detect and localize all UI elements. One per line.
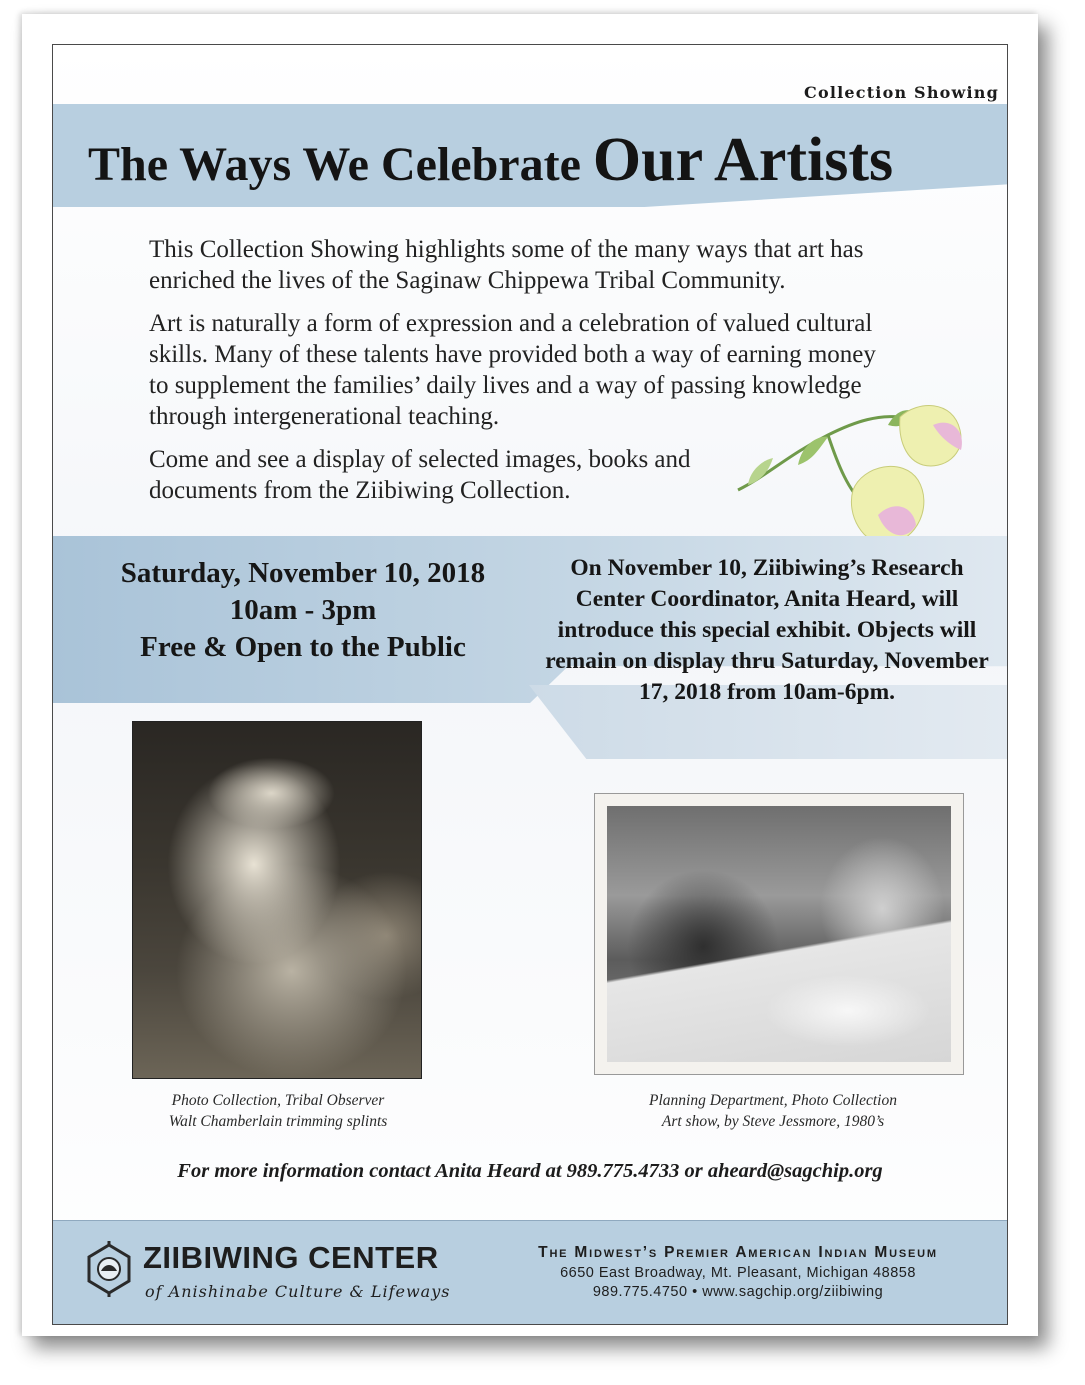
org-subtitle: of Anishinabe Culture & Lifeways (145, 1282, 451, 1301)
photo-basket-maker (132, 721, 422, 1079)
museum-tagline: The Midwest’s Premier American Indian Museum (538, 1244, 938, 1261)
intro-paragraph-3: Come and see a display of selected images, books and documents from the Ziibiwing Collection. (149, 446, 691, 504)
intro-paragraph-1: This Collection Showing highlights some of the many ways that art has enriched the lives of the Saginaw Chippewa Tribal Community. (149, 236, 864, 294)
photo-caption-1 (113, 1090, 443, 1132)
caption-1-line-1: Photo Collection, Tribal Observer (171, 1092, 385, 1109)
event-date: Saturday, November 10, 2018 (120, 557, 486, 589)
event-details (83, 555, 523, 666)
caption-1-line-2: Walt Chamberlain trimming splints (168, 1113, 388, 1130)
contact-info: For more information contact Anita Heard at 989.775.4733 or aheard@sagchip.org (177, 1160, 883, 1182)
intro-paragraph-2: Art is naturally a form of expression and a celebration of valued cultural skills. Many of these talents have provided both a way of earning money to supplement the families’ daily lives and a way of passing knowledge through intergenerational teaching. (149, 310, 876, 430)
flyer-sheet (22, 14, 1038, 1336)
caption-2-line-1: Planning Department, Photo Collection (649, 1092, 897, 1109)
page-title (88, 125, 893, 196)
museum-phone-web: 989.775.4750 • www.sagchip.org/ziibiwing (592, 1284, 884, 1300)
turtle-logo-icon (81, 1241, 137, 1297)
footer (53, 1220, 1007, 1325)
event-time: 10am - 3pm (229, 594, 377, 626)
flyer-frame (52, 44, 1008, 1325)
caption-2-line-2: Art show, by Steve Jessmore, 1980’s (661, 1113, 885, 1130)
title-part-2: Our Artists (592, 126, 894, 194)
photo-art-show-image (607, 806, 951, 1062)
footer-address-block (483, 1244, 993, 1300)
org-name: ZIIBIWING CENTER (143, 1240, 439, 1275)
photo-art-show (594, 793, 964, 1075)
collection-label: Collection Showing (804, 83, 999, 102)
flower-illustration (728, 395, 988, 555)
museum-address: 6650 East Broadway, Mt. Pleasant, Michigan 48858 (560, 1265, 916, 1281)
photo-caption-2 (568, 1090, 978, 1132)
title-part-1: The Ways We Celebrate (88, 138, 593, 191)
event-admission: Free & Open to the Public (140, 631, 466, 663)
coordinator-note: On November 10, Ziibiwing’s Research Center Coordinator, Anita Heard, will introduce this special exhibit. Objects will remain on display thru Saturday, November 17, 2018 from 10am-6pm. (545, 555, 989, 705)
